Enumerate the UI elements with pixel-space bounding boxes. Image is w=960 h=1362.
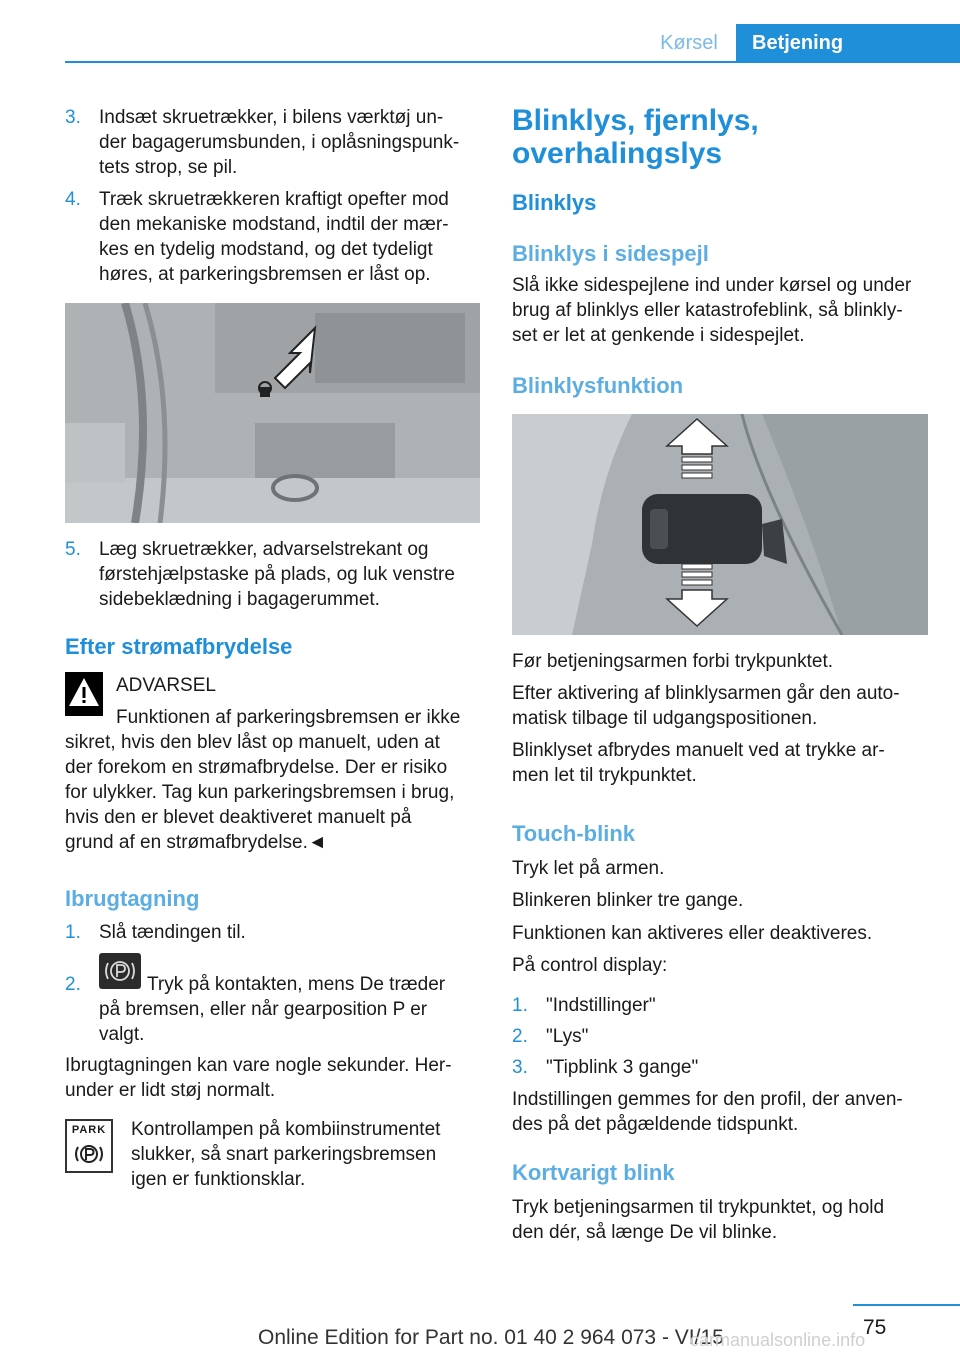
footer-rule — [853, 1304, 960, 1306]
watermark: carmanualsonline.info — [690, 1330, 866, 1350]
warning-text: sikret, hvis den blev låst op manuelt, uden at — [65, 732, 440, 753]
step-text: Træk skruetrækkeren kraftigt opefter mod — [99, 189, 449, 210]
step-number: 3. — [65, 107, 81, 128]
subsection-heading: Blinklysfunktion — [512, 373, 684, 398]
step-text: Slå tændingen til. — [99, 922, 246, 943]
paragraph: Ibrugtagningen kan vare nogle sekunder. Her- — [65, 1055, 452, 1076]
section-heading: Efter strømafbrydelse — [65, 634, 293, 659]
paragraph: Efter aktivering af blinklysarmen går den auto- — [512, 683, 900, 704]
tab-korsel: Kørsel — [660, 32, 718, 54]
park-text: igen er funktionsklar. — [131, 1169, 306, 1190]
step-text: Tryk på kontakten, mens De træder — [147, 974, 446, 995]
list-number: 3. — [512, 1057, 528, 1078]
step-number: 4. — [65, 189, 81, 210]
edition-text: Online Edition for Part no. 01 40 2 964 073 - VI/15 — [258, 1326, 724, 1349]
step-text: sidebeklædning i bagagerummet. — [99, 589, 380, 610]
subsection-heading: Touch-blink — [512, 821, 636, 846]
step-text: tets strop, se pil. — [99, 157, 238, 178]
list-item: "Lys" — [546, 1026, 589, 1047]
subsection-heading: Blinklys i sidespejl — [512, 241, 709, 266]
page-number: 75 — [863, 1316, 887, 1339]
warning-text: grund af en strømafbrydelse.◄ — [65, 832, 327, 853]
step-text: førstehjælpstaske på plads, og luk venstre — [99, 564, 455, 585]
park-text: Kontrollampen på kombiinstrumentet — [131, 1119, 441, 1140]
turn-signal-stalk-photo — [512, 414, 928, 635]
warning-icon — [65, 672, 103, 716]
step-text: Læg skruetrækker, advarselstrekant og — [99, 539, 429, 560]
step-text: på bremsen, eller når gearposition P er — [99, 999, 428, 1020]
step-number: 2. — [65, 974, 81, 995]
step-text: valgt. — [99, 1024, 145, 1045]
step-text: Indsæt skruetrækker, i bilens værktøj un- — [99, 107, 444, 128]
paragraph: under er lidt støj normalt. — [65, 1080, 276, 1101]
paragraph: Tryk betjeningsarmen til trykpunktet, og hold — [512, 1197, 885, 1218]
list-item: "Indstillinger" — [546, 995, 656, 1016]
paragraph: Funktionen kan aktiveres eller deaktiveres. — [512, 923, 873, 944]
page-title: overhalingslys — [512, 137, 723, 170]
paragraph: Blinklyset afbrydes manuelt ved at trykke ar- — [512, 740, 885, 761]
paragraph: des på det pågældende tidspunkt. — [512, 1114, 799, 1135]
paragraph: set er let at genkende i sidespejlet. — [512, 325, 805, 346]
paragraph: På control display: — [512, 955, 668, 976]
park-text: slukker, så snart parkeringsbremsen — [131, 1144, 437, 1165]
paragraph: Blinkeren blinker tre gange. — [512, 890, 744, 911]
subsection-heading: Kortvarigt blink — [512, 1160, 675, 1185]
header-rule — [65, 61, 960, 63]
page-title: Blinklys, fjernlys, — [512, 104, 759, 137]
parking-brake-button-icon — [99, 953, 141, 989]
step-text: den mekaniske modstand, indtil der mær- — [99, 214, 449, 235]
warning-text: der forekom en strømafbrydelse. Der er risiko — [65, 757, 448, 778]
paragraph: men let til trykpunktet. — [512, 765, 697, 786]
list-item: "Tipblink 3 gange" — [546, 1057, 699, 1078]
tab-betjening: Betjening — [736, 24, 960, 62]
warning-title: ADVARSEL — [116, 675, 216, 696]
step-text: kes en tydelig modstand, og det tydeligt — [99, 239, 433, 260]
step-text: der bagagerumsbunden, i oplåsningspunk- — [99, 132, 460, 153]
warning-text: hvis den er blevet deaktiveret manuelt på — [65, 807, 412, 828]
trunk-photo — [65, 303, 480, 523]
section-heading: Blinklys — [512, 190, 597, 215]
step-text: høres, at parkeringsbremsen er låst op. — [99, 264, 431, 285]
step-number: 5. — [65, 539, 81, 560]
section-heading: Ibrugtagning — [65, 886, 200, 911]
paragraph: Før betjeningsarmen forbi trykpunktet. — [512, 651, 834, 672]
list-number: 1. — [512, 995, 528, 1016]
warning-text: Funktionen af parkeringsbremsen er ikke — [116, 707, 461, 728]
paragraph: brug af blinklys eller katastrofeblink, så blinkly- — [512, 300, 903, 321]
paragraph: Slå ikke sidespejlene ind under kørsel og under — [512, 275, 912, 296]
warning-text: for ulykker. Tag kun parkeringsbremsen i brug, — [65, 782, 455, 803]
paragraph: matisk tilbage til udgangspositionen. — [512, 708, 818, 729]
list-number: 2. — [512, 1026, 528, 1047]
park-indicator-icon — [65, 1119, 113, 1173]
paragraph: Tryk let på armen. — [512, 858, 665, 879]
paragraph: den dér, så længe De vil blinke. — [512, 1222, 778, 1243]
step-number: 1. — [65, 922, 81, 943]
park-icon-label: PARK — [71, 1124, 107, 1136]
paragraph: Indstillingen gemmes for den profil, der anven- — [512, 1089, 903, 1110]
